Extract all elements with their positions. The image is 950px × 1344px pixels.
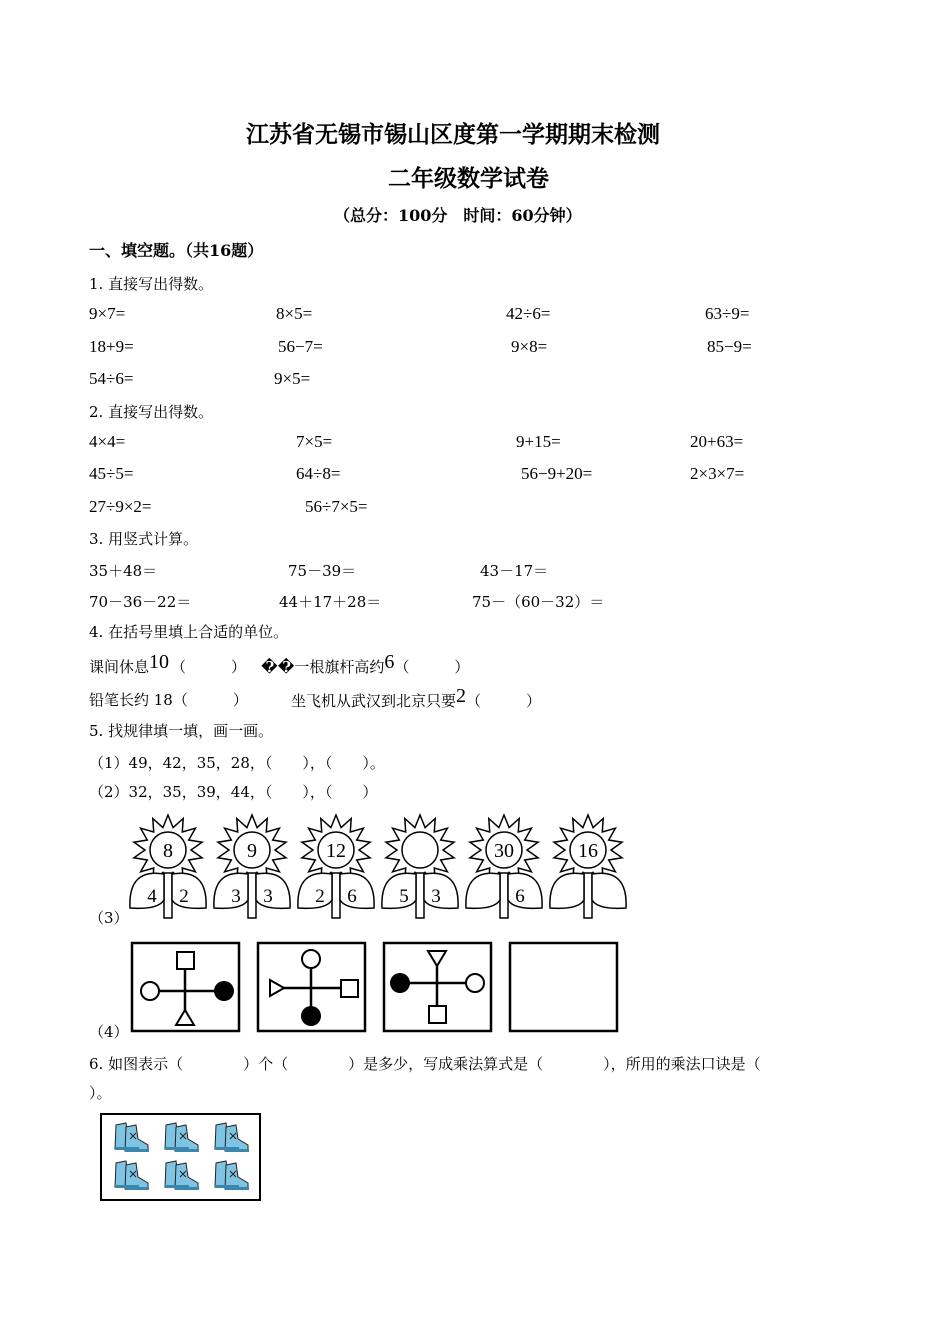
flower-stem xyxy=(416,873,424,918)
q1-item: 63÷9= xyxy=(705,304,750,323)
pattern-box-2 xyxy=(258,943,365,1031)
triangle-shape xyxy=(176,1010,194,1025)
hollow-circle-shape xyxy=(466,974,484,992)
flower-leaf-right xyxy=(424,873,458,908)
flower-stem xyxy=(248,873,256,918)
q2-item: 20+63= xyxy=(690,432,744,451)
flower-leaf-right xyxy=(508,873,542,908)
section-heading: 一、填空题。（共16题） xyxy=(89,241,264,260)
square-shape xyxy=(177,952,194,969)
q2-item: 2×3×7= xyxy=(690,464,745,483)
flower-left-number: 3 xyxy=(231,886,241,907)
q4-d-blank[interactable]: （ ） xyxy=(466,692,542,710)
flower xyxy=(214,815,290,918)
flower-top-number: 16 xyxy=(578,840,598,862)
q4-item-a xyxy=(89,651,247,678)
flower-leaf-left xyxy=(550,873,584,908)
q1-item: 85−9= xyxy=(707,337,752,356)
flower-right-number: 6 xyxy=(347,886,357,907)
pattern-box-empty[interactable] xyxy=(510,943,617,1031)
q4-a-label: 课间休息 xyxy=(89,658,150,676)
q2-item: 56÷7×5= xyxy=(305,497,368,516)
q2-item: 64÷8= xyxy=(296,464,341,483)
q4-c-blank[interactable]: （ ） xyxy=(172,691,248,709)
flower xyxy=(382,815,458,918)
q5-sub4-label: （4） xyxy=(89,1023,129,1041)
q4-d-number: 2 xyxy=(456,685,467,707)
flower-right-number: 2 xyxy=(179,886,189,907)
solid-circle-shape xyxy=(214,981,234,1001)
q4-item-d xyxy=(291,685,542,712)
flower-pattern-figure xyxy=(125,812,645,922)
q4-a-number: 10 xyxy=(149,651,170,673)
q6-prompt-cont: ）。 xyxy=(89,1084,112,1102)
q2-item: 7×5= xyxy=(296,432,333,451)
flower-leaf-right xyxy=(592,873,626,908)
flower-left-number: 4 xyxy=(147,886,157,907)
flower-center xyxy=(402,832,438,868)
flower-left-number: 2 xyxy=(315,886,325,907)
flower-top-number: 30 xyxy=(494,840,514,862)
flower-left-number: 5 xyxy=(399,886,409,907)
q4-garbled-glyph: �� xyxy=(261,658,295,676)
q5-sub3-label: （3） xyxy=(89,909,129,927)
flower xyxy=(466,815,542,918)
flower-right-number: 3 xyxy=(431,886,441,907)
q2-item: 45÷5= xyxy=(89,464,134,483)
square-shape xyxy=(341,980,358,997)
square-shape xyxy=(429,1006,446,1023)
triangle-shape xyxy=(270,980,284,996)
hollow-circle-shape xyxy=(141,982,159,1000)
flower-right-number: 3 xyxy=(263,886,273,907)
exam-meta: （总分：100分 时间：60分钟） xyxy=(334,206,582,225)
q4-c-label: 铅笔长约 18 xyxy=(89,691,173,709)
flower xyxy=(130,815,206,918)
q4-a-blank[interactable]: （ ） xyxy=(171,658,247,676)
q1-item: 8×5= xyxy=(276,304,313,323)
q4-item-c xyxy=(89,689,248,710)
q3-item: 75－（60－32）＝ xyxy=(472,593,605,611)
flower-stem xyxy=(332,873,340,918)
flower-right-number: 6 xyxy=(515,886,525,907)
flower-leaf-right xyxy=(172,873,206,908)
shoes-figure xyxy=(100,1113,262,1203)
flower-leaf-right xyxy=(256,873,290,908)
flower-leaf-right xyxy=(340,873,374,908)
q1-item: 9×5= xyxy=(274,369,311,388)
q2-prompt: 2. 直接写出得数。 xyxy=(89,403,214,421)
document-subtitle: 二年级数学试卷 xyxy=(388,165,549,192)
solid-circle-shape xyxy=(390,973,410,993)
flower-top-number: 9 xyxy=(247,840,257,862)
flower-top-number: 8 xyxy=(163,840,173,862)
pattern-box-1 xyxy=(132,943,239,1031)
pattern-box-3 xyxy=(384,943,491,1031)
flower-top-number: 12 xyxy=(326,840,346,862)
q2-item: 9+15= xyxy=(516,432,561,451)
q3-item: 43－17＝ xyxy=(480,562,549,580)
q1-item: 56−7= xyxy=(278,337,323,356)
q1-item: 9×7= xyxy=(89,304,126,323)
q4-b-number: 6 xyxy=(384,651,395,673)
q4-b-label: 一根旗杆高约 xyxy=(294,658,385,676)
q1-item: 9×8= xyxy=(511,337,548,356)
q1-item: 54÷6= xyxy=(89,369,134,388)
q3-prompt: 3. 用竖式计算。 xyxy=(89,530,199,548)
triangle-shape xyxy=(428,951,446,966)
q3-item: 70－36－22＝ xyxy=(89,593,192,611)
q2-item: 56−9+20= xyxy=(521,464,593,483)
q3-item: 75－39＝ xyxy=(288,562,357,580)
solid-circle-shape xyxy=(301,1006,321,1026)
q1-prompt: 1. 直接写出得数。 xyxy=(89,275,214,293)
flower-leaf-left xyxy=(466,873,500,908)
flower-stem xyxy=(584,873,592,918)
q5-prompt: 5. 找规律填一填，画一画。 xyxy=(89,722,274,740)
document-title: 江苏省无锡市锡山区度第一学期期末检测 xyxy=(246,121,660,148)
flower-stem xyxy=(500,873,508,918)
q1-item: 42÷6= xyxy=(506,304,551,323)
q5-line-1: （1）49，42，35，28，（ ），（ ）。 xyxy=(89,754,385,772)
flower xyxy=(550,815,626,918)
q5-line-2: （2）32，35，39，44，（ ），（ ） xyxy=(89,783,378,801)
flower-stem xyxy=(164,873,172,918)
q1-item: 18+9= xyxy=(89,337,134,356)
q2-item: 4×4= xyxy=(89,432,126,451)
flower xyxy=(298,815,374,918)
q2-item: 27÷9×2= xyxy=(89,497,152,516)
hollow-circle-shape xyxy=(302,950,320,968)
q4-d-label: 坐飞机从武汉到北京只要 xyxy=(291,692,457,710)
q3-item: 35＋48＝ xyxy=(89,562,158,580)
q3-item: 44＋17＋28＝ xyxy=(279,593,382,611)
q4-b-blank[interactable]: （ ） xyxy=(394,658,470,676)
shape-pattern-figure xyxy=(130,940,625,1036)
q4-prompt: 4. 在括号里填上合适的单位。 xyxy=(89,623,289,641)
q4-item-b xyxy=(261,651,470,678)
q6-prompt: 6. 如图表示（ ）个（ ）是多少，写成乘法算式是（ ），所用的乘法口诀是（ xyxy=(89,1055,761,1073)
